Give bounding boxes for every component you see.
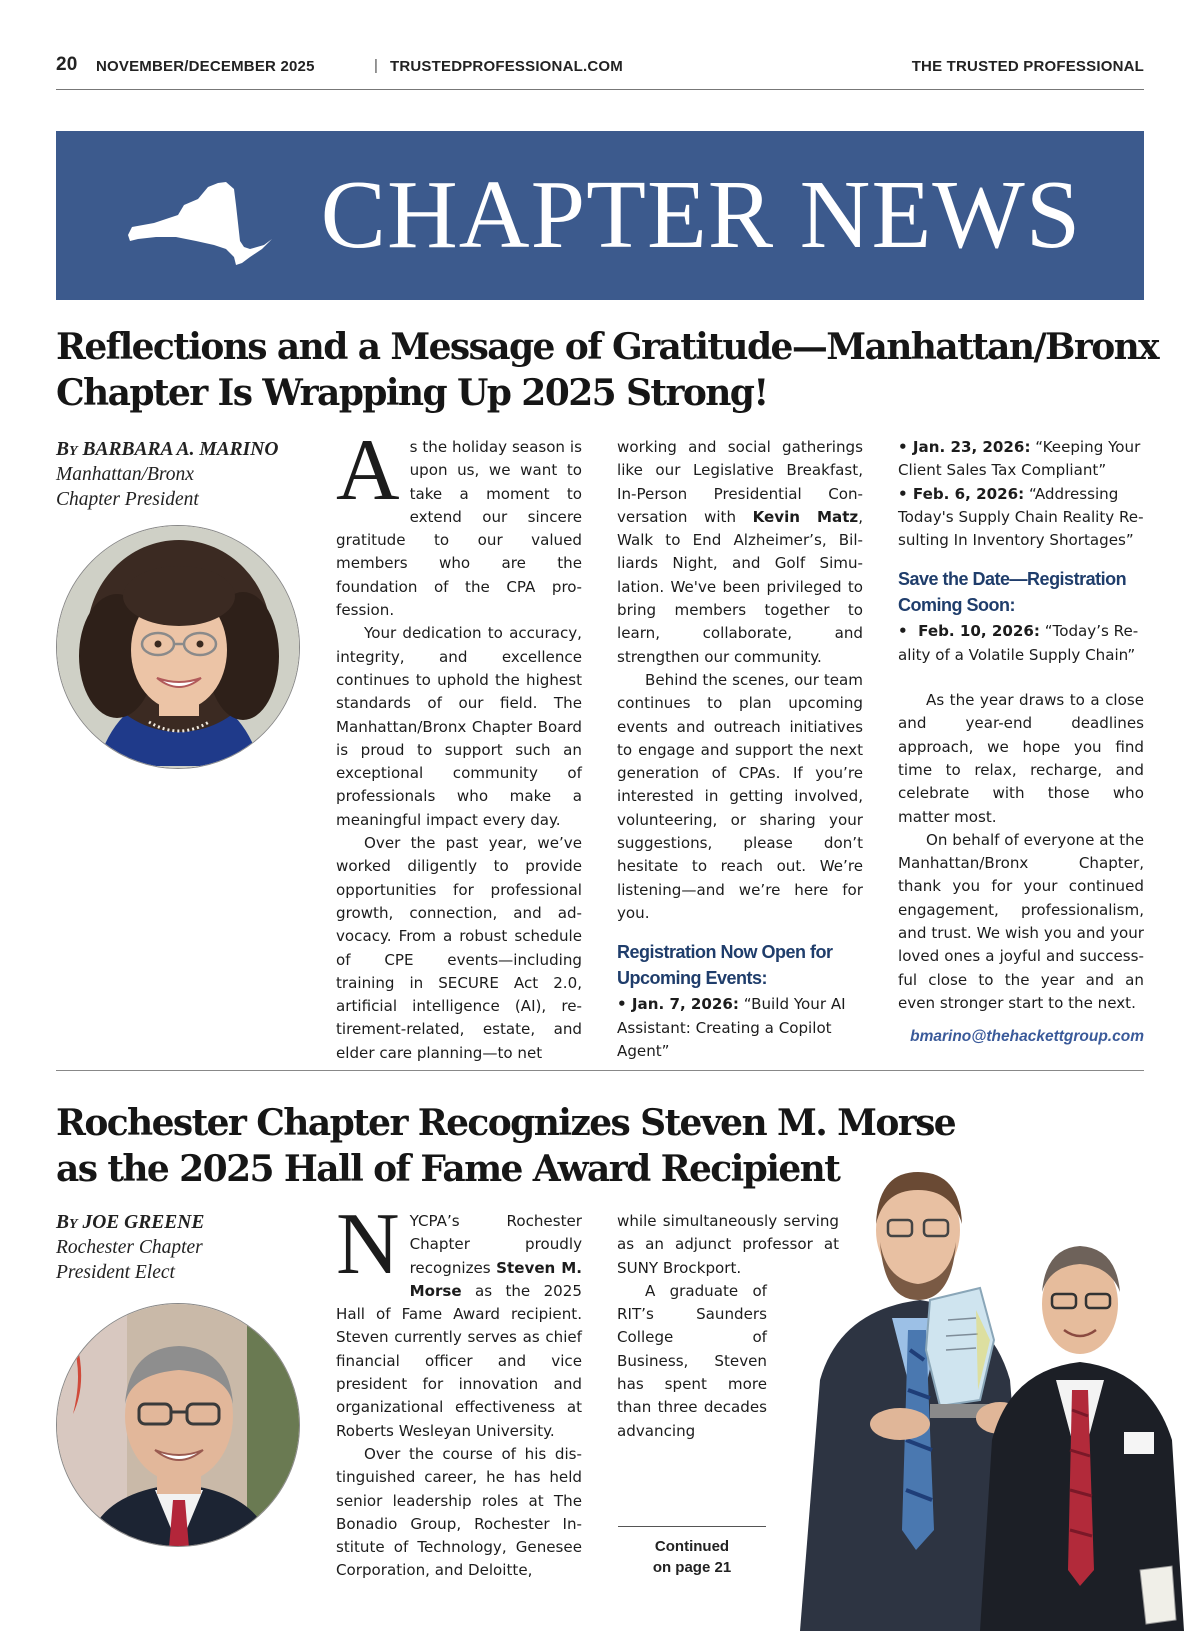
article1-col3-p1: As the year draws to a close and year-end deadlines approach, we hope you find time to relax, recharge, and celebrate with those who matter most. [898,691,1144,826]
header-divider [56,89,1144,90]
article1-col1-p3: Over the past year, we’ve worked diligently to provide opportunities for professional growth, connection, and advocacy. From a robust schedule of CPE events—including training in SECURE Act 2.0, artificial intelligence (AI), retirement-related, estate, and elder care planning—to net [336,834,582,1062]
save-date-date: • Feb. 10, 2026: [898,622,1040,641]
article2-author-title-2: President Elect [56,1262,175,1283]
article1-headline [56,324,1158,416]
article1-col2-p2: Behind the scenes, our team continues to plan upcoming events and outreach initiatives to engage and support the next generation of CPAs. If you’re interested in getting involved, volunteering, or sharing your suggestions, please don’t hesitate to reach out. We’re listening—and we’re here for you. [617,670,863,922]
page-number: 20 [56,54,78,75]
article2-dropcap: N [336,1196,400,1293]
article1-column-3 [898,436,1144,1049]
continued-note [618,1536,766,1578]
website-link[interactable]: TRUSTEDPROFESSIONAL.COM [390,58,623,75]
article2-author-title-1: Rochester Chapter [56,1237,203,1258]
continued-divider [618,1526,766,1527]
continued-label: Continued [654,1538,730,1555]
event-title: “Addressing Today's Supply Chain Reality Resulting In Inventory Shortages” [898,484,1144,550]
event-title: “Keeping Your Client Sales Tax Compliant” [898,438,1141,480]
save-the-date-subhead: Save the Date—Registration Coming Soon: [898,569,1127,616]
event-item [898,436,1144,483]
article2-author: JOE GREENE [82,1212,205,1233]
article2-col2-p1: while simultaneously serving as an adjunct professor at SUNY Brockport. [617,1212,839,1277]
article2-byline [56,1210,204,1285]
article1-column-1 [336,422,582,1065]
article2-col1-p2: Over the course of his distinguished career, he has held senior leadership roles at The Bonadio Group, Rochester Institute of Technology, Genesee Corporation, and Deloitte, [336,1444,582,1580]
article1-col2-name: Kevin Matz [752,507,859,526]
article1-headline-line2: Chapter Is Wrapping Up 2025 Strong! [56,372,768,414]
event-date: • Jan. 7, 2026: [617,995,739,1014]
article1-author: BARBARA A. MARINO [82,439,279,460]
continued-page: on page 21 [652,1559,732,1576]
event-title: “Build Your AI Assistant: Creating a Copilot Agent” [617,995,846,1060]
event-item [617,993,863,1063]
article1-byline [56,437,278,512]
registration-subhead: Registration Now Open for Upcoming Events: [617,942,833,989]
article1-author-title-2: Chapter President [56,489,199,510]
save-date-title: “Today’s Reality of a Volatile Supply Chain” [898,622,1139,664]
event-date: • Jan. 23, 2026: [898,438,1031,456]
section-divider [56,1070,1144,1071]
article1-headline-line1: Reflections and a Message of Gratitude—Manhattan/Bronx [56,326,1159,368]
event-date: • Feb. 6, 2026: [898,484,1025,503]
article2-col1-name: Steven M. Morse [409,1258,582,1300]
article1-col1-p2: Your dedication to accuracy, integrity, and excellence continues to uphold the highest standards of our field. The Manhattan/Bronx Chapter Board is proud to support such an exceptional community of professionals who make a meaningful impact every day. [336,624,582,829]
issue-date: NOVEMBER/DECEMBER 2025 [96,58,315,75]
chapter-news-banner [56,131,1144,300]
byline-by: By [56,439,78,460]
article1-col3-p2: On behalf of everyone at the Manhattan/Bronx Chapter, thank you for your continued engagement, professionalism, and trust. We wish you and your loved ones a joyful and successful close to the year and an even stronger start to the next. [898,830,1144,1012]
author-portrait-barbara-marino [56,525,300,769]
article2-column-1 [336,1196,582,1583]
event-item [898,483,1144,553]
byline-by: By [56,1212,78,1233]
new-york-state-icon [126,179,274,273]
author-email-link[interactable]: bmarino@thehackettgroup.com [910,1028,1144,1046]
article2-col2-p2: A graduate of RIT’s Saunders College of Business, Steven has spent more than three decades advancing [617,1281,767,1440]
award-ceremony-photo [780,1150,1190,1631]
article1-author-title-1: Manhattan/Bronx [56,464,194,485]
header-separator: | [374,57,379,74]
article2-col1-p1-before: YCPA’s Rochester Chapter proudly recognizes [409,1212,582,1277]
publication-name: THE TRUSTED PROFESSIONAL [911,58,1144,75]
article1-col1-p1: s the holiday season is upon us, we want to take a moment to extend our sincere gratitude to our valued members who are the foundation of the CPA profession. [336,438,582,620]
article1-col2-p1-before: working and social gatherings like our Legislative Breakfast, In-Person Presidential Conversation with [617,438,863,526]
article1-col2-p1-after: , Walk to End Alzheimer’s, Billiards Night, and Golf Simulation. We've been privileged to bring members together to learn, collaborate, and strengthen our community. [617,507,864,666]
banner-title: CHAPTER NEWS [320,161,1082,269]
author-portrait-joe-greene [56,1303,300,1547]
save-date-item [898,620,1144,667]
article2-headline-line2: as the 2025 Hall of Fame Award Recipient [56,1148,840,1190]
article1-dropcap: A [336,422,400,519]
article2-col1-p1-after: as the 2025 Hall of Fame Award recipient. Steven currently serves as chief financial officer and vice president for innovation and organizational effectiveness at Roberts Wesleyan University. [336,1281,582,1440]
article2-headline-line1: Rochester Chapter Recognizes Steven M. Morse [56,1102,956,1144]
article1-column-2 [617,436,863,1063]
running-header [56,52,1144,82]
